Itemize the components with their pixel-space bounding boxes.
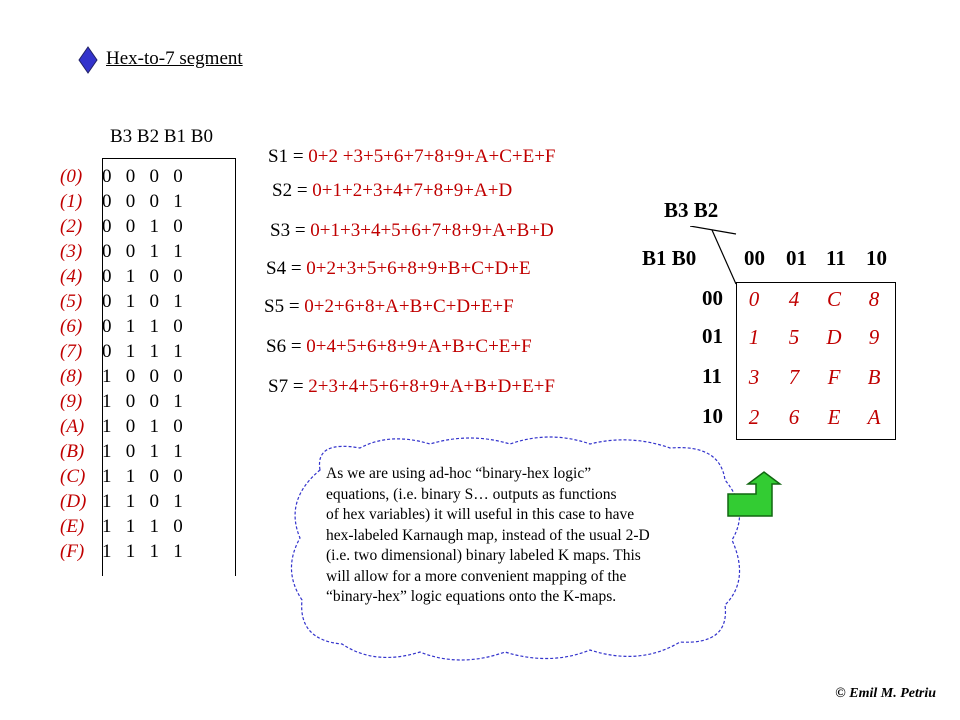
equation-output: S3 = [270,220,311,241]
note-line: of hex variables) it will useful in this case to have [326,506,635,523]
kmap-row-label: 10 [702,404,723,428]
diamond-bullet-icon [78,46,98,74]
hex-label: (1) [60,191,83,212]
kmap-cell: 3 [748,365,760,389]
binary-bits: 1 1 0 0 [102,466,183,487]
equation-s4 [266,258,531,280]
truth-table-row [60,291,183,316]
truth-table-row [60,191,183,216]
green-bent-arrow-icon [726,470,786,518]
kmap-cell: 6 [788,405,800,429]
binary-bits: 1 0 0 1 [102,391,183,412]
kmap-cell: 7 [788,365,800,389]
binary-bits: 0 1 1 0 [102,316,183,337]
hex-label: (2) [60,216,83,237]
equation-terms: 2+3+4+5+6+8+9+A+B+D+E+F [308,376,555,397]
equation-s7 [268,376,555,398]
kmap-cell: 4 [788,287,800,311]
binary-bits: 1 1 0 1 [102,491,183,512]
equation-output: S7 = [268,376,309,397]
hex-label: (0) [60,166,83,187]
binary-bits: 0 1 0 0 [102,266,183,287]
kmap-row-label: 01 [702,324,723,348]
kmap-cell: 1 [748,325,760,349]
kmap-grid [736,282,896,440]
hex-label: (6) [60,316,83,337]
binary-bits: 0 1 0 1 [102,291,183,312]
kmap-row-variable: B1 B0 [642,246,697,270]
hex-label: (4) [60,266,83,287]
binary-bits: 0 0 1 0 [102,216,183,237]
binary-bits: 0 0 0 0 [102,166,183,187]
binary-bits: 0 0 0 1 [102,191,183,212]
kmap-diagonal-divider [690,226,740,286]
equation-terms: 0+2 +3+5+6+7+8+9+A+C+E+F [308,146,556,167]
kmap-cell: F [827,365,841,389]
truth-table-header: B3 B2 B1 B0 [110,126,213,147]
hex-label: (3) [60,241,83,262]
truth-table-row [60,441,183,466]
binary-bits: 0 1 1 1 [102,341,183,362]
kmap-cell: 0 [748,287,760,311]
kmap-col-label: 01 [786,246,807,270]
hex-label: (A) [60,416,85,437]
hex-label: (B) [60,441,85,462]
binary-bits: 1 1 1 0 [102,516,183,537]
equation-s5 [264,296,514,318]
slide-title: Hex-to-7 segment [106,48,243,69]
note-line: equations, (i.e. binary S… outputs as functions [326,485,617,503]
kmap-cell: 9 [868,325,880,349]
equation-terms: 0+4+5+6+8+9+A+B+C+E+F [306,336,532,357]
equation-terms: 0+2+6+8+A+B+C+D+E+F [304,296,514,317]
truth-table-row [60,366,183,391]
copyright-notice: © Emil M. Petriu [835,686,936,701]
kmap-cell: 8 [868,287,880,311]
note-line: will allow for a more convenient mapping of the [326,567,627,585]
kmap-col-label: 00 [744,246,765,270]
equation-s1 [268,146,555,168]
binary-bits: 1 0 1 0 [102,416,183,437]
kmap-column-variable: B3 B2 [664,198,719,222]
kmap-row-label: 11 [702,364,722,388]
equation-terms: 0+1+2+3+4+7+8+9+A+D [312,180,513,201]
binary-bits: 1 1 1 1 [102,541,183,562]
truth-table-row [60,266,183,291]
hex-label: (E) [60,516,85,537]
kmap-cell: E [827,405,841,429]
note-line: hex-labeled Karnaugh map, instead of the usual 2-D [326,526,650,544]
kmap-cell: 5 [788,325,800,349]
hex-label: (D) [60,491,87,512]
hex-label: (5) [60,291,83,312]
truth-table-row [60,416,183,441]
equation-output: S5 = [264,296,305,317]
binary-bits: 1 0 1 1 [102,441,183,462]
note-line: As we are using ad-hoc “binary-hex logic” [326,465,592,482]
binary-bits: 1 0 0 0 [102,366,183,387]
equation-terms: 0+1+3+4+5+6+7+8+9+A+B+D [310,220,554,241]
hex-label: (C) [60,466,86,487]
equation-terms: 0+2+3+5+6+8+9+B+C+D+E [306,258,531,279]
truth-table-row [60,341,183,366]
hex-label: (F) [60,541,85,562]
explanation-note [326,464,746,608]
hex-label: (9) [60,391,83,412]
truth-table-row [60,241,183,266]
binary-bits: 0 0 1 1 [102,241,183,262]
kmap-cell: C [826,287,841,311]
kmap-cell: 2 [748,405,760,429]
kmap-row-label: 00 [702,286,723,310]
note-line: “binary-hex” logic equations onto the K-maps. [326,588,617,605]
equation-output: S2 = [272,180,313,201]
equation-output: S1 = [268,146,309,167]
kmap-cell: D [826,325,842,349]
equation-s6 [266,336,532,358]
equation-s2 [272,180,512,202]
kmap-cell: A [867,405,881,429]
kmap-col-label: 10 [866,246,887,270]
truth-table-row [60,391,183,416]
truth-table-row [60,166,183,191]
truth-table-row [60,466,183,491]
truth-table-row [60,216,183,241]
hex-label: (7) [60,341,83,362]
truth-table-row [60,541,183,566]
equation-output: S4 = [266,258,307,279]
truth-table-row [60,516,183,541]
equation-output: S6 = [266,336,307,357]
equation-s3 [270,220,554,242]
kmap-cell: B [867,365,881,389]
truth-table-row [60,491,183,516]
hex-label: (8) [60,366,83,387]
truth-table-row [60,316,183,341]
note-line: (i.e. two dimensional) binary labeled K maps. This [326,547,641,564]
kmap-col-label: 11 [826,246,846,270]
